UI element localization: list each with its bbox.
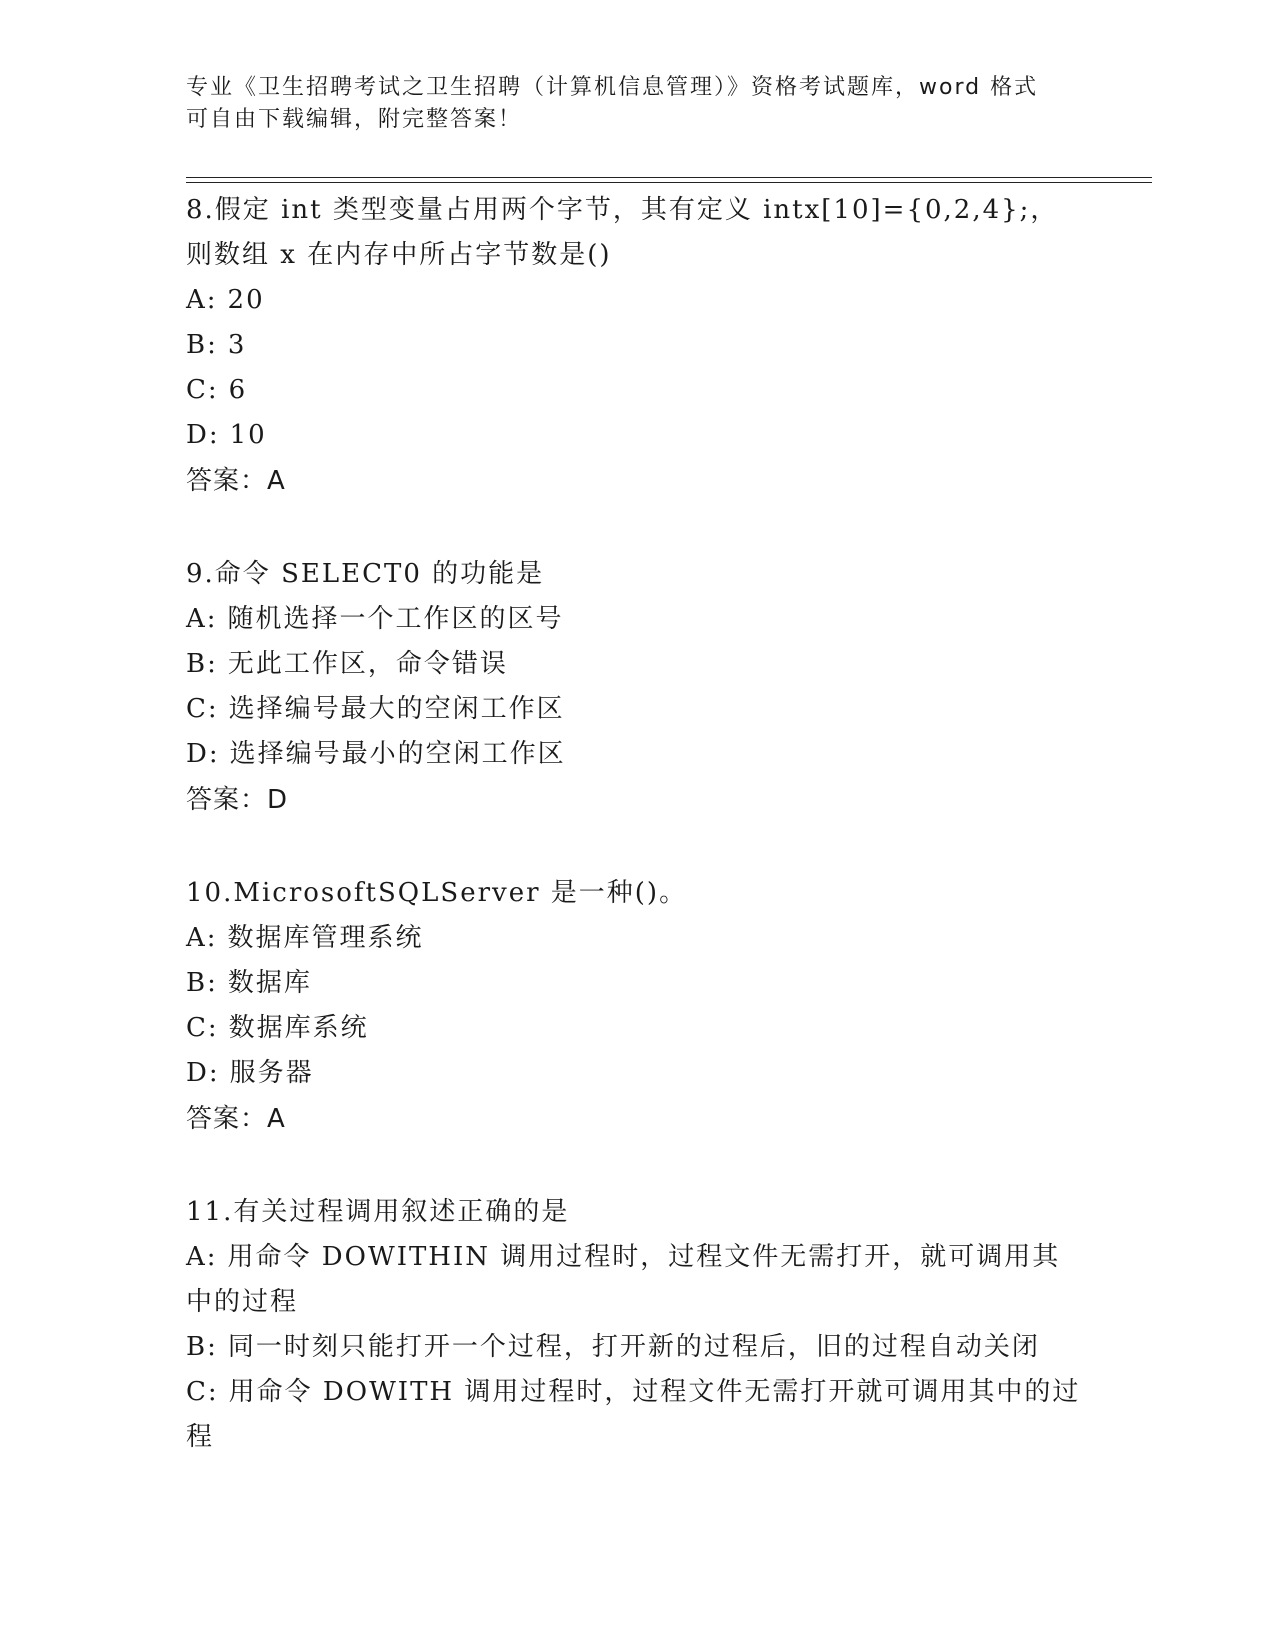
option-key: D: [186, 739, 220, 769]
option-key: C: [186, 1013, 219, 1043]
option-c [186, 1370, 1086, 1460]
option-key: D: [186, 420, 220, 450]
option-b [186, 1325, 1086, 1370]
answer-label: 答案：D [186, 785, 289, 815]
header-divider-top [186, 177, 1152, 178]
option-c [186, 1006, 1086, 1051]
option-key: D: [186, 1058, 220, 1088]
question-8 [186, 188, 1086, 504]
option-a [186, 1235, 1086, 1325]
option-key: B: [186, 330, 218, 360]
answer-label: 答案：A [186, 466, 286, 496]
option-text: 用命令 DOWITHIN 调用过程时，过程文件无需打开，就可调用其中的过程 [186, 1242, 1061, 1317]
option-key: A: [186, 285, 218, 315]
option-text: 10 [229, 420, 267, 450]
question-text: 9.命令 SELECT0 的功能是 [186, 559, 545, 589]
option-key: B: [186, 649, 218, 679]
option-text: 数据库 [227, 968, 312, 998]
option-d [186, 413, 1086, 458]
option-key: B: [186, 968, 218, 998]
option-text: 无此工作区，命令错误 [227, 649, 508, 679]
header-line-1: 专业《卫生招聘考试之卫生招聘（计算机信息管理）》资格考试题库，word 格式 [186, 75, 1039, 100]
header-divider-bottom [186, 182, 1152, 183]
option-key: B: [186, 1332, 218, 1362]
option-key: A: [186, 1242, 218, 1272]
option-b [186, 961, 1086, 1006]
option-key: C: [186, 375, 219, 405]
option-text: 随机选择一个工作区的区号 [227, 604, 564, 634]
option-d [186, 1051, 1086, 1096]
question-10 [186, 871, 1086, 1142]
option-a [186, 916, 1086, 961]
option-key: C: [186, 1377, 219, 1407]
option-d [186, 732, 1086, 777]
option-text: 3 [227, 330, 247, 360]
option-c [186, 368, 1086, 413]
question-text: 11.有关过程调用叙述正确的是 [186, 1197, 570, 1227]
option-a [186, 597, 1086, 642]
option-c [186, 687, 1086, 732]
question-text: 8.假定 int 类型变量占用两个字节，其有定义 intx[10]={0,2,4};，则数组 x 在内存中所占字节数是() [186, 195, 1059, 270]
option-text: 20 [227, 285, 265, 315]
question-11 [186, 1190, 1086, 1460]
question-text: 10.MicrosoftSQLServer 是一种()。 [186, 878, 688, 908]
option-key: A: [186, 923, 218, 953]
question-9 [186, 552, 1086, 823]
option-text: 数据库管理系统 [227, 923, 424, 953]
header-line-2: 可自由下载编辑，附完整答案！ [186, 107, 523, 132]
option-key: C: [186, 694, 219, 724]
question-list [186, 188, 1086, 1508]
option-text: 6 [228, 375, 248, 405]
option-b [186, 323, 1086, 368]
option-key: A: [186, 604, 218, 634]
answer-label: 答案：A [186, 1104, 286, 1134]
option-text: 选择编号最大的空闲工作区 [228, 694, 565, 724]
option-text: 同一时刻只能打开一个过程，打开新的过程后，旧的过程自动关闭 [227, 1332, 1040, 1362]
option-text: 数据库系统 [228, 1013, 369, 1043]
option-a [186, 278, 1086, 323]
option-text: 服务器 [229, 1058, 314, 1088]
option-text: 选择编号最小的空闲工作区 [229, 739, 566, 769]
option-b [186, 642, 1086, 687]
document-header [186, 72, 1066, 136]
option-text: 用命令 DOWITH 调用过程时，过程文件无需打开就可调用其中的过程 [186, 1377, 1081, 1452]
